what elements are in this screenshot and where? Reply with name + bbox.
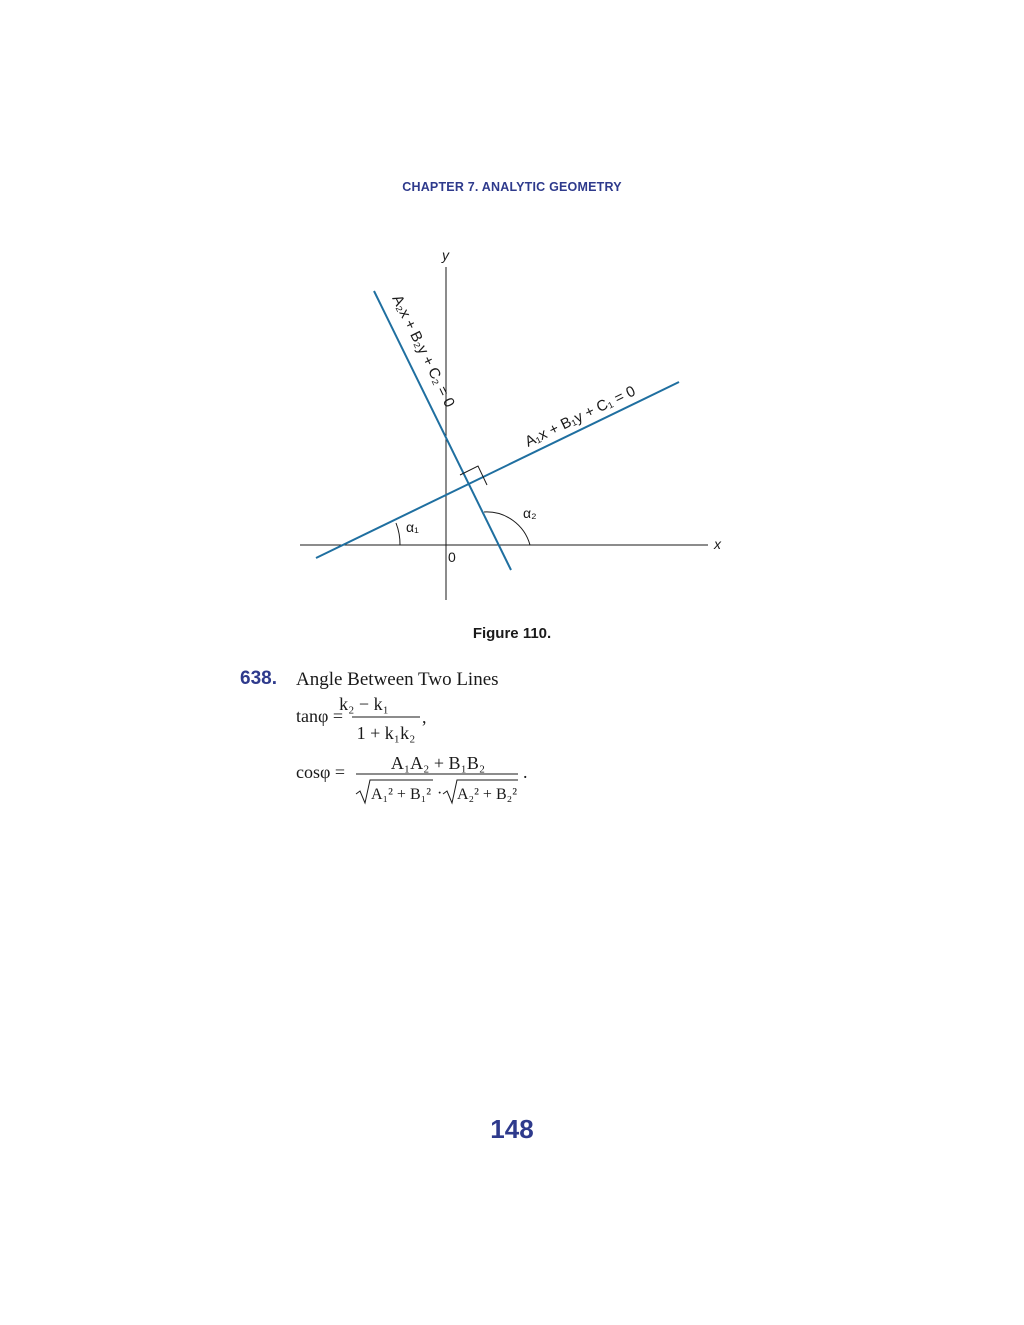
origin-label: 0 [448,549,456,565]
coordinate-diagram [290,240,740,610]
formula-title: Angle Between Two Lines [296,669,499,690]
chapter-header: CHAPTER 7. ANALYTIC GEOMETRY [402,180,622,194]
line-1-equation: A₁x + B₁y + C₁ = 0 [522,382,639,451]
page-number: 148 [490,1114,534,1144]
y-axis-label: y [442,247,449,263]
cos-lhs: cosφ = [296,762,346,782]
x-axis-label: x [714,536,721,552]
angle-2-label: α₂ [523,505,537,521]
formula-equations [240,668,760,818]
cos-numerator: A₁A₂ + B₁B₂ [390,753,486,773]
line-1 [316,382,679,558]
line-2 [374,291,511,570]
formula-638 [240,668,760,818]
figure-caption: Figure 110. [472,625,552,642]
figure-110 [290,240,740,610]
tan-numerator: k₂ − k₁ [339,694,389,714]
line-2-equation: A₂x + B₂y + C₂ = 0 [388,292,458,411]
angle-1-arc [396,523,400,545]
cos-denominator-left: A₁² + B₁² [371,786,431,803]
tan-trailing: , [422,707,427,727]
cos-trailing: . [523,762,528,782]
cos-denominator-right: A₂² + B₂² [457,786,517,803]
angle-1-label: α₁ [406,519,419,535]
formula-number: 638. [240,668,277,689]
tan-denominator: 1 + k₁k₂ [356,723,416,743]
tan-lhs: tanφ = [296,706,344,726]
cos-dot: · [437,785,443,802]
